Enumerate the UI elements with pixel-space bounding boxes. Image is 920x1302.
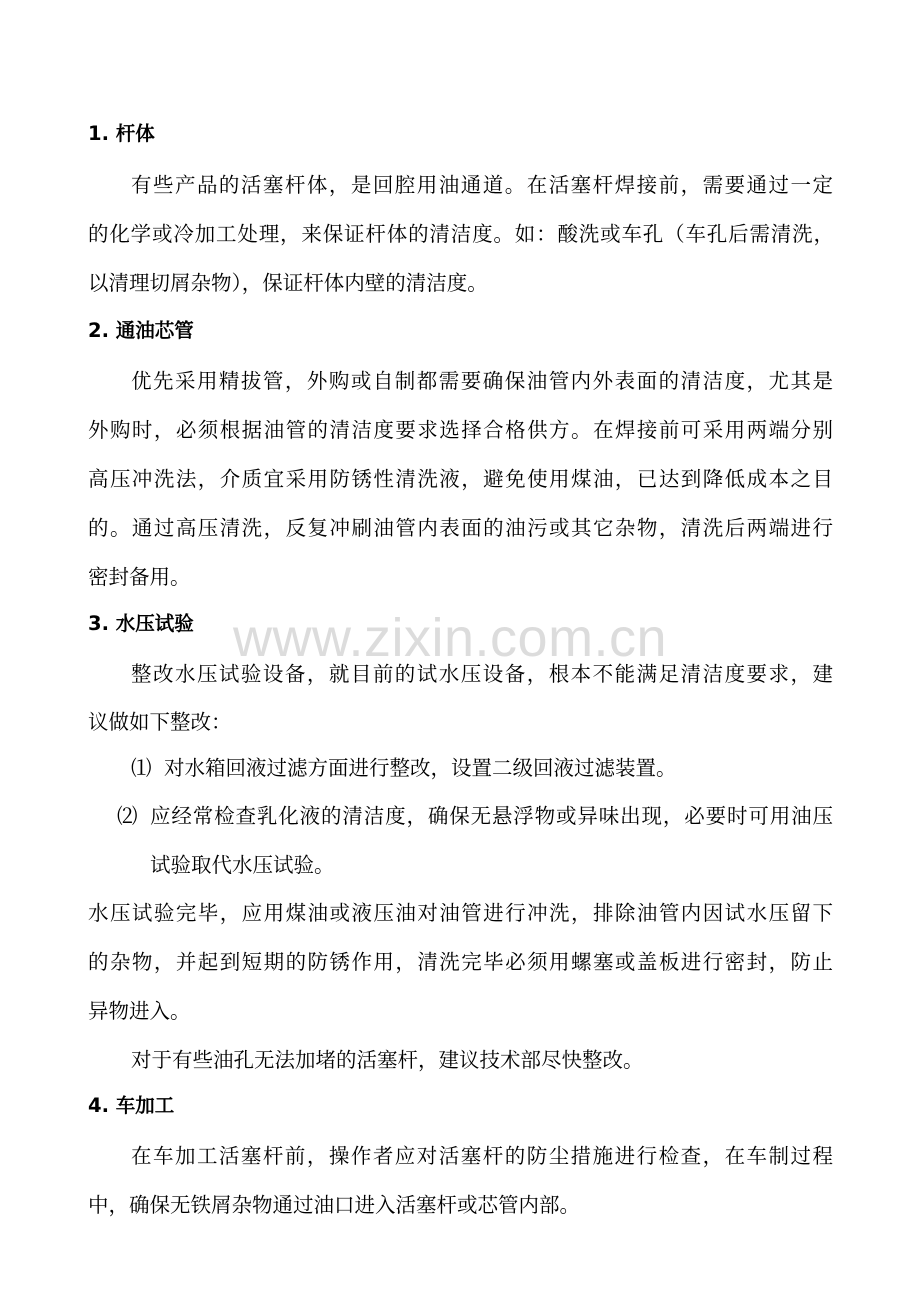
- paragraph-line: 的化学或冷加工处理，来保证杆体的清洁度。如：酸洗或车孔（车孔后需清洗，: [88, 222, 834, 246]
- list-item-2-line: 应经常检查乳化液的清洁度，确保无悬浮物或异味出现，必要时可用油压: [150, 804, 833, 828]
- list-item-2-line: 试验取代水压试验。: [150, 853, 335, 877]
- list-item-1-line: 对水箱回液过滤方面进行整改，设置二级回液过滤装置。: [164, 756, 677, 780]
- paragraph-line: 密封备用。: [88, 565, 191, 589]
- paragraph-line: 外购时，必须根据油管的清洁度要求选择合格供方。在焊接前可采用两端分别: [88, 418, 833, 442]
- paragraph-line: 对于有些油孔无法加堵的活塞杆，建议技术部尽快整改。: [131, 1048, 644, 1072]
- paragraph-line: 的杂物，并起到短期的防锈作用，清洗完毕必须用螺塞或盖板进行密封，防止: [88, 950, 833, 974]
- section-heading-2: 2. 通油芯管: [88, 319, 194, 342]
- paragraph-line: 以清理切屑杂物），保证杆体内壁的清洁度。: [88, 271, 488, 295]
- section-heading-3: 3. 水压试验: [88, 612, 194, 635]
- watermark: www.zixin.com.cn: [233, 608, 668, 668]
- paragraph-line: 的。通过高压清洗，反复冲刷油管内表面的油污或其它杂物，清洗后两端进行: [88, 516, 833, 540]
- list-marker-2: ⑵: [117, 804, 138, 828]
- paragraph-line: 中，确保无铁屑杂物通过油口进入活塞杆或芯管内部。: [88, 1193, 580, 1217]
- paragraph-line: 在车加工活塞杆前，操作者应对活塞杆的防尘措施进行检查，在车制过程: [131, 1144, 833, 1168]
- paragraph-line: 水压试验完毕，应用煤油或液压油对油管进行冲洗，排除油管内因试水压留下: [88, 901, 833, 925]
- paragraph-line: 优先采用精拔管，外购或自制都需要确保油管内外表面的清洁度，尤其是: [131, 369, 833, 393]
- paragraph-line: 议做如下整改：: [88, 710, 232, 734]
- paragraph-line: 高压冲洗法，介质宜采用防锈性清洗液，避免使用煤油，已达到降低成本之目: [88, 467, 833, 491]
- paragraph-line: 异物进入。: [88, 999, 191, 1023]
- paragraph-line: 整改水压试验设备，就目前的试水压设备，根本不能满足清洁度要求，建: [131, 662, 833, 686]
- section-heading-4: 4. 车加工: [88, 1094, 175, 1117]
- section-heading-1: 1. 杆体: [88, 122, 155, 145]
- list-marker-1: ⑴: [131, 756, 152, 780]
- paragraph-line: 有些产品的活塞杆体，是回腔用油通道。在活塞杆焊接前，需要通过一定: [131, 173, 833, 197]
